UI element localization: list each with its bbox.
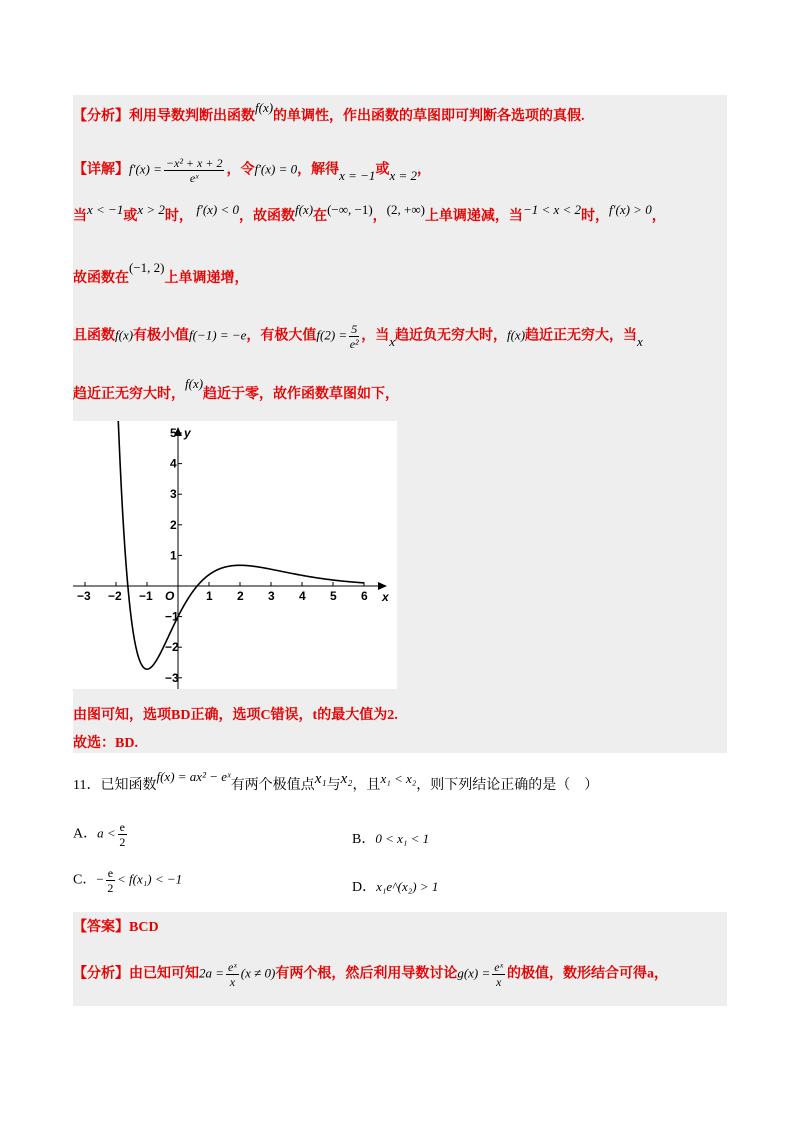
option-d: D．x₁e^(x₂) > 1: [352, 879, 439, 895]
analysis-line: 【分析】利用导数判断出函数f(x)的单调性，作出函数的草图即可判断各选项的真假.: [73, 100, 585, 124]
monotonic-increase-line: 故函数在(−1, 2)上单调递增，: [73, 260, 249, 286]
answer-line: [73, 918, 159, 938]
y-tick-label: 5: [170, 426, 177, 440]
x-tick-label: 4: [299, 589, 306, 603]
y-tick-label: 2: [170, 517, 177, 532]
y-tick-label: −2: [165, 640, 179, 655]
extrema-line: 且函数f(x)有极小值f(−1) = −e，有极大值f(2) = $\frac{5}{\text{e²}}$ ，当x趋近负无穷大时，f(x)趋近正无穷大，当x: [73, 322, 643, 351]
x-axis-arrow: [378, 582, 387, 590]
x-tick-label: 6: [361, 589, 368, 603]
option-a: A．a < $\frac{e}{2}$: [73, 820, 126, 849]
conclusion-line: 由图可知，选项BD正确，选项C错误，t的最大值为2.: [73, 708, 398, 723]
function-curve: [115, 421, 364, 669]
x-tick-label: 3: [268, 589, 275, 603]
monotonic-decrease-line: 当x < −1或x > 2时， f′(x) < 0，故函数f(x)在(−∞, −1)，(2, +∞)上单调递减，当−1 < x < 2时，f′(x) > 0，: [73, 202, 666, 224]
x-tick-label: −3: [77, 589, 91, 603]
option-c: C．− $\frac{e}{2}$ < f(x₁) < −1: [73, 866, 183, 895]
x-tick-label: 5: [330, 589, 337, 603]
y-tick-label: 1: [170, 548, 177, 563]
question-11: 11．已知函数f(x) = ax² − eˣ有两个极值点x₁与x₂，且x₁ < x₂，则下列结论正确的是（ ）: [73, 769, 599, 793]
choice-line: 故选：BD.: [73, 736, 138, 751]
y-axis-label: y: [184, 426, 191, 440]
function-graph: [73, 421, 397, 689]
limit-line: 趋近正无穷大时，f(x)趋近于零，故作函数草图如下，: [73, 376, 400, 402]
analysis2-line: 【分析】由已知可知2a = $\frac{\text{eˣ}}{x}$ (x ≠ 0)有两个根，然后利用导数讨论g(x) = $\frac{\text{eˣ}}{x}$ 的极值，数形结合可得a，: [73, 960, 668, 989]
y-tick-label: −3: [165, 670, 179, 685]
answer-value: BCD: [129, 920, 159, 935]
answer-tag: 【答案】: [73, 920, 129, 935]
detail-tag: 【详解】: [73, 162, 129, 178]
y-tick-label: −1: [165, 609, 179, 624]
x-tick-label: −1: [139, 589, 153, 603]
answer-block-bg: [73, 912, 727, 1006]
x-tick-label: −2: [108, 589, 122, 603]
x-tick-label: 2: [237, 589, 244, 603]
y-tick-label: 3: [170, 487, 177, 502]
detail-line: 【详解】f′(x) = $\frac{\text{−x² + x + 2}}{\text{eˣ}}$ ，令f′(x) = 0，解得x = −1或x = 2，: [73, 156, 431, 185]
x-axis-label: x: [382, 590, 389, 604]
option-b: B．0 < x₁ < 1: [352, 831, 430, 847]
analysis-tag: 【分析】: [73, 109, 129, 124]
x-tick-label: 1: [206, 589, 213, 603]
y-tick-label: 4: [170, 456, 177, 471]
origin-label: O: [165, 589, 175, 603]
